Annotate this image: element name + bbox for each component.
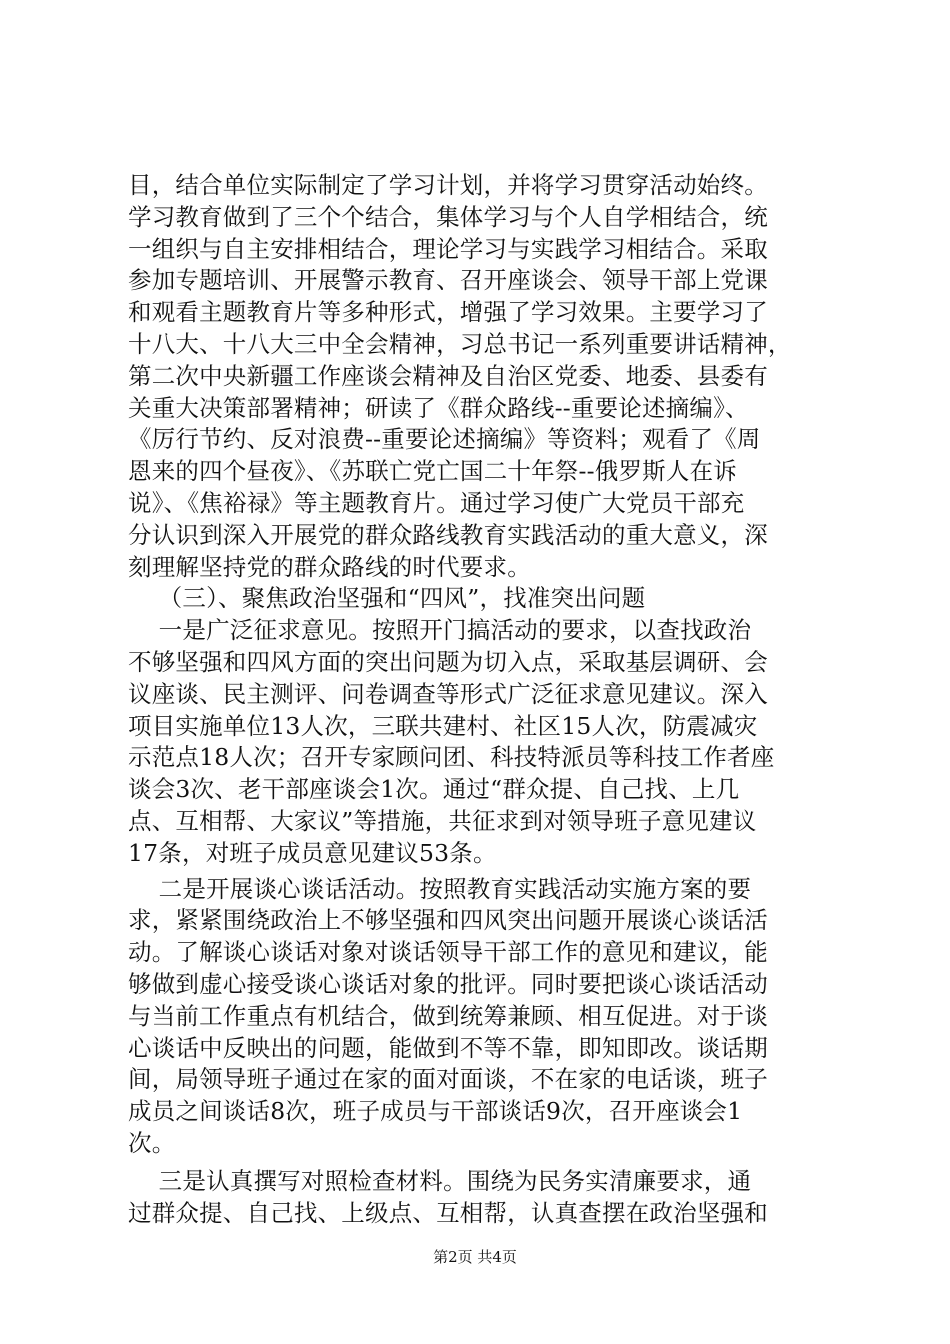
text-line: 一组织与自主安排相结合，理论学习与实践学习相结合。采取 [128,234,768,263]
text-line: 目，结合单位实际制定了学习计划，并将学习贯穿活动始终。 [128,171,768,199]
text-line: 点、互相帮、大家议”等措施，共征求到对领导班子意见建议 [128,806,757,835]
text-line: 二是开展谈心谈话活动。按照教育实践活动实施方案的要 [128,874,752,903]
text-line: 谈会3次、老干部座谈会1次。通过“群众提、自己找、上几 [128,775,740,804]
text-line: 过群众提、自己找、上级点、互相帮，认真查摆在政治坚强和 [128,1198,768,1227]
page-footer: 第2页 共4页 [433,1248,517,1266]
text-line: 次。 [128,1128,176,1157]
text-line: 《厉行节约、反对浪费--重要论述摘编》等资料；观看了《周 [128,425,761,454]
text-line: 示范点18人次；召开专家顾问团、科技特派员等科技工作者座 [128,743,775,772]
text-line: 成员之间谈话8次，班子成员与干部谈话9次，召开座谈会1 [128,1097,743,1126]
text-line: 说》、《焦裕禄》等主题教育片。通过学习使广大党员干部充 [128,488,745,517]
text-line: （三）、聚焦政治坚强和“四风”，找准突出问题 [128,584,646,613]
text-line: 议座谈、民主测评、问卷调查等形式广泛征求意见建议。深入 [128,679,768,708]
document-body [128,170,828,1229]
text-line: 三是认真撰写对照检查材料。围绕为民务实清廉要求，通 [128,1166,752,1195]
text-line: 和观看主题教育片等多种形式，增强了学习效果。主要学习了 [128,298,768,327]
text-line: 一是广泛征求意见。按照开门搞活动的要求，以查找政治 [128,616,752,645]
text-line: 不够坚强和四风方面的突出问题为切入点，采取基层调研、会 [128,647,768,676]
text-line: 学习教育做到了三个个结合，集体学习与个人自学相结合，统 [128,202,768,231]
text-line: 与当前工作重点有机结合，做到统筹兼顾、相互促进。对于谈 [128,1001,768,1030]
text-line: 恩来的四个昼夜》、《苏联亡党亡国二十年祭--俄罗斯人在诉 [128,457,737,486]
text-line: 求，紧紧围绕政治上不够坚强和四风突出问题开展谈心谈话活 [128,906,768,935]
text-line: 动。了解谈心谈话对象对谈话领导干部工作的意见和建议，能 [128,938,768,967]
text-line: 项目实施单位13人次，三联共建村、社区15人次，防震减灾 [128,711,758,740]
text-line: 够做到虚心接受谈心谈话对象的批评。同时要把谈心谈话活动 [128,969,768,998]
text-line: 分认识到深入开展党的群众路线教育实践活动的重大意义，深 [128,520,768,549]
text-line: 间，局领导班子通过在家的面对面谈，不在家的电话谈，班子 [128,1065,768,1094]
text-line: 关重大决策部署精神；研读了《群众路线--重要论述摘编》、 [128,393,749,422]
text-line: 刻理解坚持党的群众路线的时代要求。 [128,552,531,581]
text-line: 第二次中央新疆工作座谈会精神及自治区党委、地委、县委有 [128,361,768,390]
text-line: 17条，对班子成员意见建议53条。 [128,838,497,867]
text-line: 十八大、十八大三中全会精神，习总书记一系列重要讲话精神， [128,329,792,358]
text-line: 心谈话中反映出的问题，能做到不等不靠，即知即改。谈话期 [128,1033,768,1062]
text-line: 参加专题培训、开展警示教育、召开座谈会、领导干部上党课 [128,266,768,295]
